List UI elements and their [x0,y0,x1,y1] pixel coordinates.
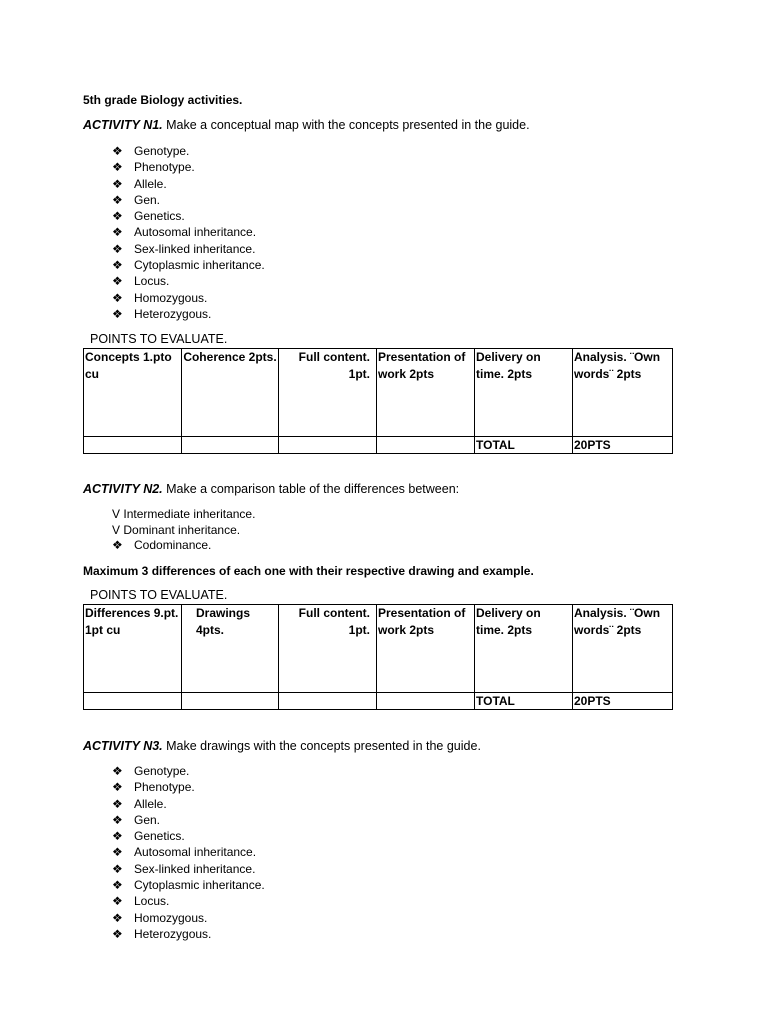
table-header-cell: Full content. 1pt. [279,349,377,437]
list-item: V Dominant inheritance. [112,522,241,537]
page-title: 5th grade Biology activities. [83,93,243,107]
list-item: ❖ Codominance. [112,538,212,552]
activity-1-text: Make a conceptual map with the concepts presented in the guide. [166,118,530,132]
diamond-bullet-icon: ❖ [112,764,123,778]
activity-3-text: Make drawings with the concepts presented in the guide. [166,739,481,753]
list-item: ❖ Cytoplasmic inheritance. [112,258,265,273]
diamond-bullet-icon: ❖ [112,258,123,273]
list-item: ❖ Phenotype. [112,780,195,795]
table-cell [279,437,377,454]
table-header-row [84,349,673,437]
table-header-cell: Analysis. ¨Own words¨ 2pts [573,605,673,693]
diamond-bullet-icon: ❖ [112,176,123,191]
total-value: 20PTS [573,437,673,454]
table-header-cell: Presentation of work 2pts [377,349,475,437]
diamond-bullet-icon: ❖ [112,306,123,321]
activity-2-label: ACTIVITY N2. [83,482,163,496]
activity-1-label: ACTIVITY N1. [83,118,163,132]
diamond-bullet-icon: ❖ [112,538,123,552]
table-header-cell: Full content. 1pt. [279,605,377,693]
list-item: ❖ Gen. [112,192,161,207]
table-total-row [84,693,673,710]
table-cell [279,693,377,710]
list-item: ❖ Homozygous. [112,290,208,305]
diamond-bullet-icon: ❖ [112,926,123,941]
diamond-bullet-icon: ❖ [112,829,123,844]
diamond-bullet-icon: ❖ [112,861,123,876]
diamond-bullet-icon: ❖ [112,144,123,158]
list-item: ❖ Locus. [112,274,170,289]
list-item: ❖ Genotype. [112,764,190,778]
activity-2-note: Maximum 3 differences of each one with their respective drawing and example. [83,564,534,578]
diamond-bullet-icon: ❖ [112,209,123,224]
table-header-cell: Coherence 2pts. [182,349,279,437]
table-header-cell: Concepts 1.pto cu [84,349,182,437]
list-item: ❖ Heterozygous. [112,926,212,941]
list-item: ❖ Autosomal inheritance. [112,225,257,240]
table-cell [84,693,182,710]
diamond-bullet-icon: ❖ [112,274,123,289]
diamond-bullet-icon: ❖ [112,780,123,795]
diamond-bullet-icon: ❖ [112,796,123,811]
diamond-bullet-icon: ❖ [112,910,123,925]
diamond-bullet-icon: ❖ [112,845,123,860]
activity-2-text: Make a comparison table of the differences between: [166,482,460,496]
table-cell [377,693,475,710]
table-header-cell: Delivery on time. 2pts [475,605,573,693]
activity-2-item-list [112,507,255,554]
table-cell [377,437,475,454]
list-item: ❖ Genetics. [112,829,185,844]
table-cell [84,437,182,454]
list-item: ❖ Cytoplasmic inheritance. [112,878,265,893]
table-cell [182,693,279,710]
activity-1-rubric-table [83,348,673,454]
list-marker: V [112,522,121,537]
diamond-bullet-icon: ❖ [112,894,123,909]
table-total-row [84,437,673,454]
activity-2-rubric-table [83,604,673,710]
activity-1-heading [83,118,530,132]
activity-3-heading [83,739,481,753]
list-item: ❖ Genetics. [112,209,185,224]
diamond-bullet-icon: ❖ [112,241,123,256]
list-item: ❖ Sex-linked inheritance. [112,241,256,256]
list-item: V Intermediate inheritance. [112,507,256,521]
activity-1-concept-list [112,143,265,322]
table-header-row [84,605,673,693]
table-header-cell: Differences 9.pt. 1pt cu [84,605,182,693]
list-item: ❖ Genotype. [112,144,190,158]
activity-3-concept-list [112,763,265,942]
diamond-bullet-icon: ❖ [112,192,123,207]
list-item: ❖ Homozygous. [112,910,208,925]
list-item: ❖ Autosomal inheritance. [112,845,257,860]
table-header-cell: Presentation of work 2pts [377,605,475,693]
list-item: ❖ Allele. [112,176,167,191]
diamond-bullet-icon: ❖ [112,160,123,175]
list-marker: V [112,507,121,521]
list-item: ❖ Heterozygous. [112,306,212,321]
activity-3-label: ACTIVITY N3. [83,739,163,753]
table-header-cell: Analysis. ¨Own words¨ 2pts [573,349,673,437]
table-header-cell: Delivery on time. 2pts [475,349,573,437]
table-header-cell: Drawings 4pts. [182,605,279,693]
total-label: TOTAL [475,693,573,710]
total-value: 20PTS [573,693,673,710]
activity-1-points-label: POINTS TO EVALUATE. [90,332,228,346]
activity-2-points-label: POINTS TO EVALUATE. [90,588,228,602]
diamond-bullet-icon: ❖ [112,290,123,305]
diamond-bullet-icon: ❖ [112,225,123,240]
diamond-bullet-icon: ❖ [112,812,123,827]
list-item: ❖ Allele. [112,796,167,811]
list-item: ❖ Gen. [112,812,161,827]
diamond-bullet-icon: ❖ [112,878,123,893]
table-cell [182,437,279,454]
list-item: ❖ Phenotype. [112,160,195,175]
list-item: ❖ Locus. [112,894,170,909]
activity-2-heading [83,482,459,496]
total-label: TOTAL [475,437,573,454]
list-item: ❖ Sex-linked inheritance. [112,861,256,876]
